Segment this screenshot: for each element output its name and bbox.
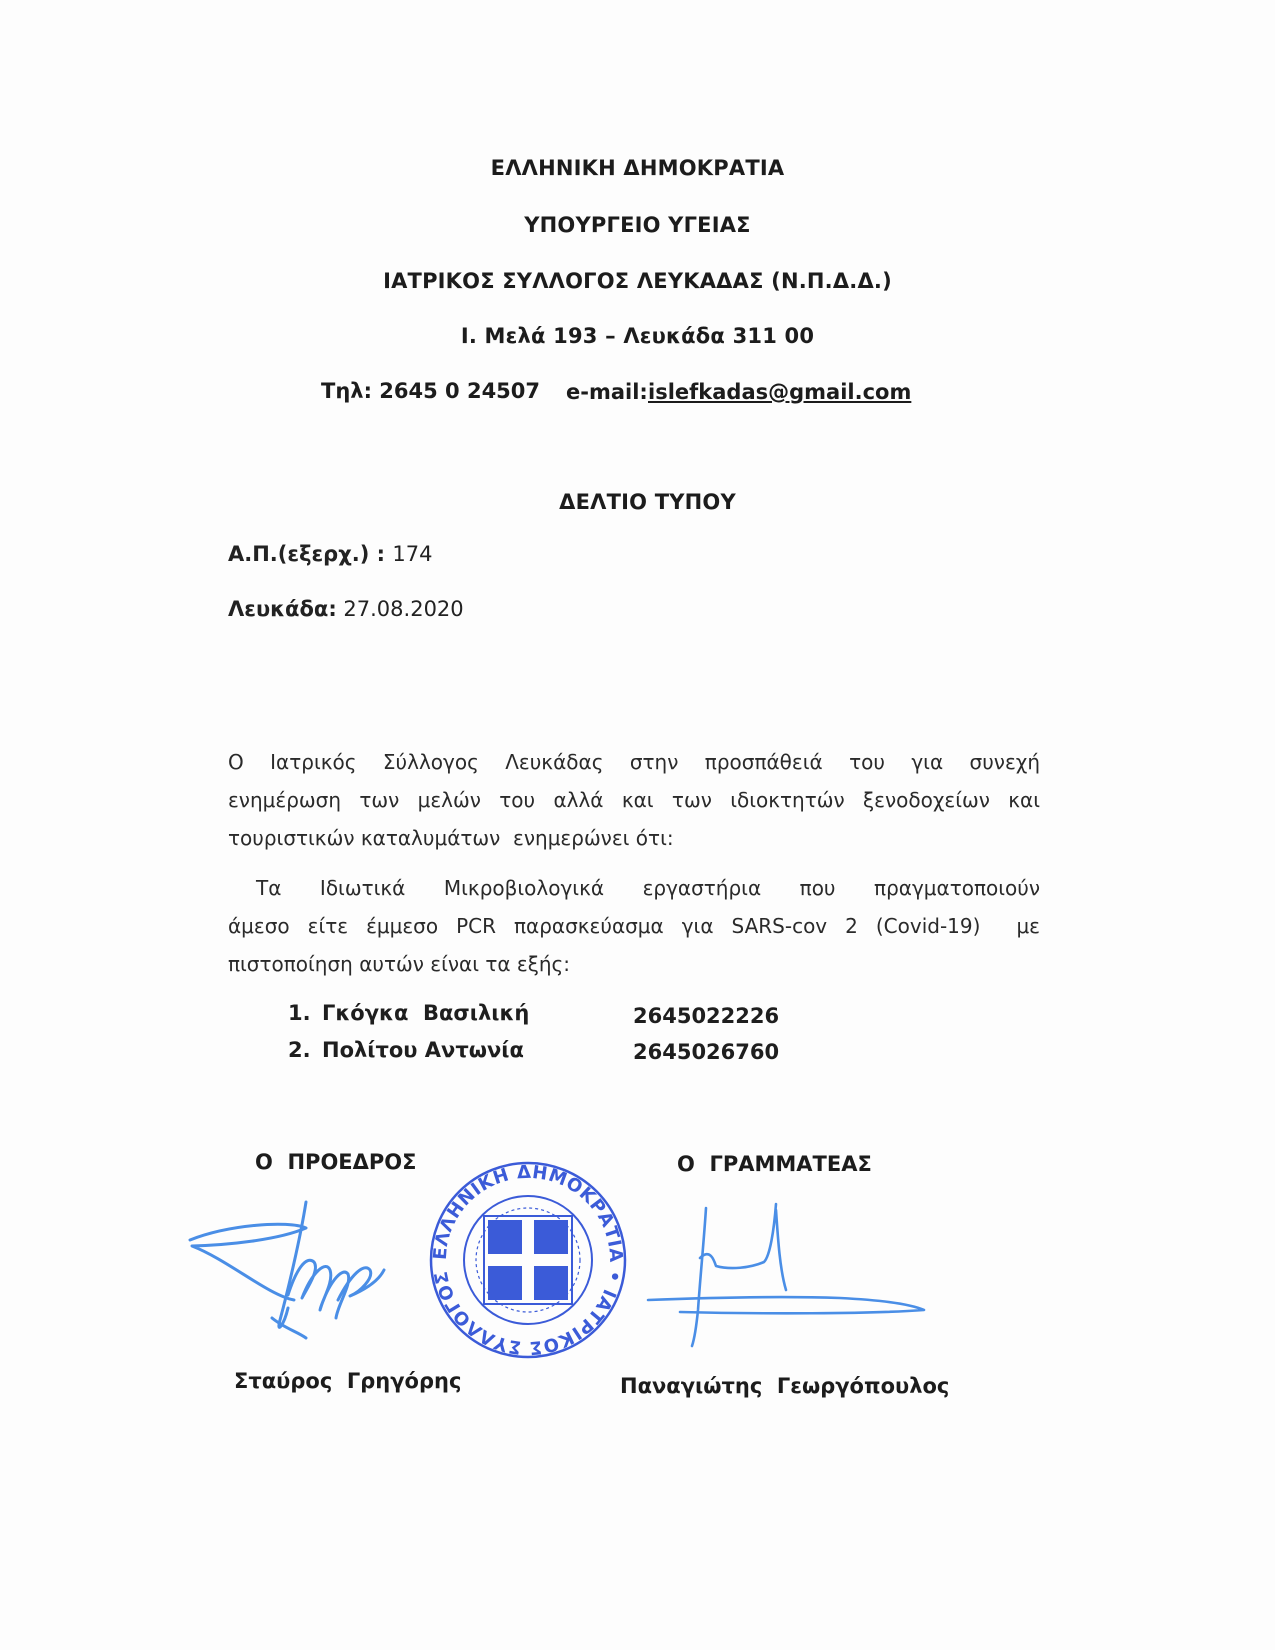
lab-item-2-number: 2. (288, 1038, 311, 1062)
secretary-title: Ο ΓΡΑΜΜΑΤΕΑΣ (677, 1152, 872, 1176)
paragraph-labs-line-3: πιστοποίηση αυτών είναι τα εξής: (228, 952, 571, 976)
paragraph-labs-line-1: Τα Ιδιωτικά Μικροβιολογικά εργαστήρια που πραγματοποιούν (256, 876, 1040, 900)
protocol-label: Α.Π.(εξερχ.) (228, 542, 370, 566)
header-line-republic: ΕΛΛΗΝΙΚΗ ΔΗΜΟΚΡΑΤΙΑ (490, 156, 785, 180)
protocol-separator: : (369, 542, 393, 566)
header-phone: Τηλ: 2645 0 24507 (321, 379, 541, 403)
paragraph-intro-line-2: ενημέρωση των μελών του αλλά και των ιδιοκτητών ξενοδοχείων και (228, 788, 1040, 812)
lab-item-1-number: 1. (288, 1001, 311, 1025)
paragraph-intro-line-3: τουριστικών καταλυμάτων ενημερώνει ότι: (228, 826, 674, 850)
paragraph-labs-line-2: άμεσο είτε έμμεσο PCR παρασκεύασμα για SARS-cov 2 (Covid-19) με (228, 914, 1040, 938)
lab-item-1-phone: 2645022226 (633, 1004, 780, 1028)
secretary-signature (640, 1200, 940, 1350)
place-date (228, 597, 464, 621)
president-name: Σταύρος Γρηγόρης (234, 1369, 462, 1393)
document-title: ΔΕΛΤΙΟ ΤΥΠΟΥ (559, 490, 736, 514)
lab-item-2-phone: 2645026760 (633, 1040, 780, 1064)
date-value: 27.08.2020 (336, 597, 464, 621)
lab-item-2-name: Πολίτου Αντωνία (322, 1038, 524, 1062)
header-line-association: ΙΑΤΡΙΚΟΣ ΣΥΛΛΟΓΟΣ ΛΕΥΚΑΔΑΣ (Ν.Π.Δ.Δ.) (383, 269, 892, 293)
place-label: Λευκάδα: (228, 597, 337, 621)
paragraph-intro (228, 743, 1040, 857)
header-line-address: Ι. Μελά 193 – Λευκάδα 311 00 (460, 324, 815, 348)
header-line-ministry: ΥΠΟΥΡΓΕΙΟ ΥΓΕΙΑΣ (524, 213, 751, 237)
association-stamp (420, 1144, 628, 1360)
paragraph-labs (228, 869, 1040, 983)
protocol-value: 174 (392, 542, 433, 566)
email-address[interactable]: islefkadas@gmail.com (648, 380, 912, 404)
president-signature (188, 1200, 428, 1340)
protocol-number (228, 542, 432, 566)
stamp-ring-text: ΕΛΛΗΝΙΚΗ ΔΗΜΟΚΡΑΤΙΑ • ΙΑΤΡΙΚΟΣ ΣΥΛΛΟΓΟΣ ΛΕΥΚΑΔΑΣ • (420, 1144, 627, 1359)
president-title: Ο ΠΡΟΕΔΡΟΣ (255, 1150, 417, 1174)
lab-item-1-name: Γκόγκα Βασιλική (322, 1001, 530, 1025)
paragraph-intro-line-1: Ο Ιατρικός Σύλλογος Λευκάδας στην προσπάθειά του για συνεχή (228, 750, 1040, 774)
header-email-label: e-mail: (566, 380, 648, 404)
secretary-name: Παναγιώτης Γεωργόπουλος (620, 1374, 950, 1398)
header-email-link[interactable] (648, 380, 911, 404)
greek-cross-emblem (484, 1216, 572, 1304)
